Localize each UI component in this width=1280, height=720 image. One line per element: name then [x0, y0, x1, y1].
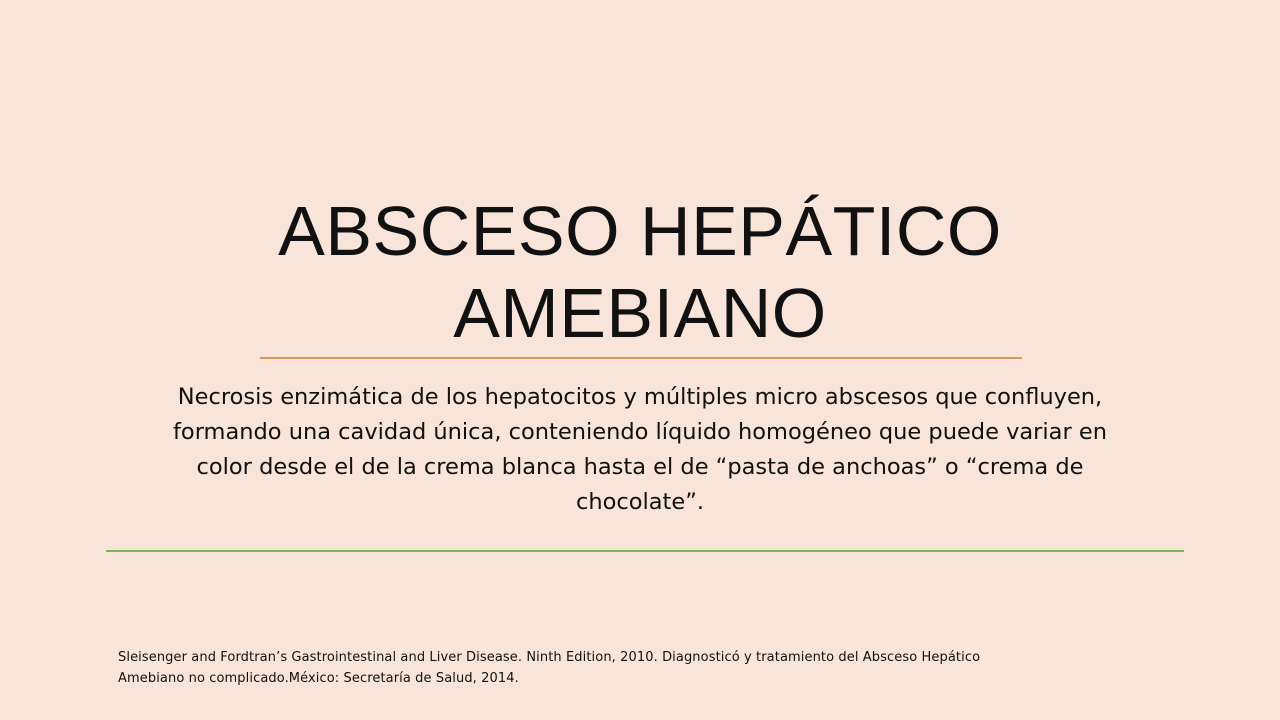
slide-title	[140, 190, 1140, 354]
title-divider	[260, 357, 1022, 359]
slide-subtitle: Necrosis enzimática de los hepatocitos y múltiples micro abscesos que confluyen, formando una cavidad única, conteniendo líquido homogéneo que puede variar en color desde el de la crema blanca hasta el de “pasta de anchoas” o “crema de chocolate”.	[173, 384, 1107, 515]
footer-divider	[106, 550, 1184, 552]
slide-title-line-1: ABSCESO HEPÁTICO	[278, 192, 1002, 270]
slide-title-line-2: AMEBIANO	[453, 274, 827, 352]
citation-text: Sleisenger and Fordtran’s Gastrointestinal and Liver Disease. Ninth Edition, 2010. Diagnosticó y tratamiento del Absceso Hepático Amebiano no complicado.México: Secretaría de Salud, 2014.	[118, 650, 981, 686]
